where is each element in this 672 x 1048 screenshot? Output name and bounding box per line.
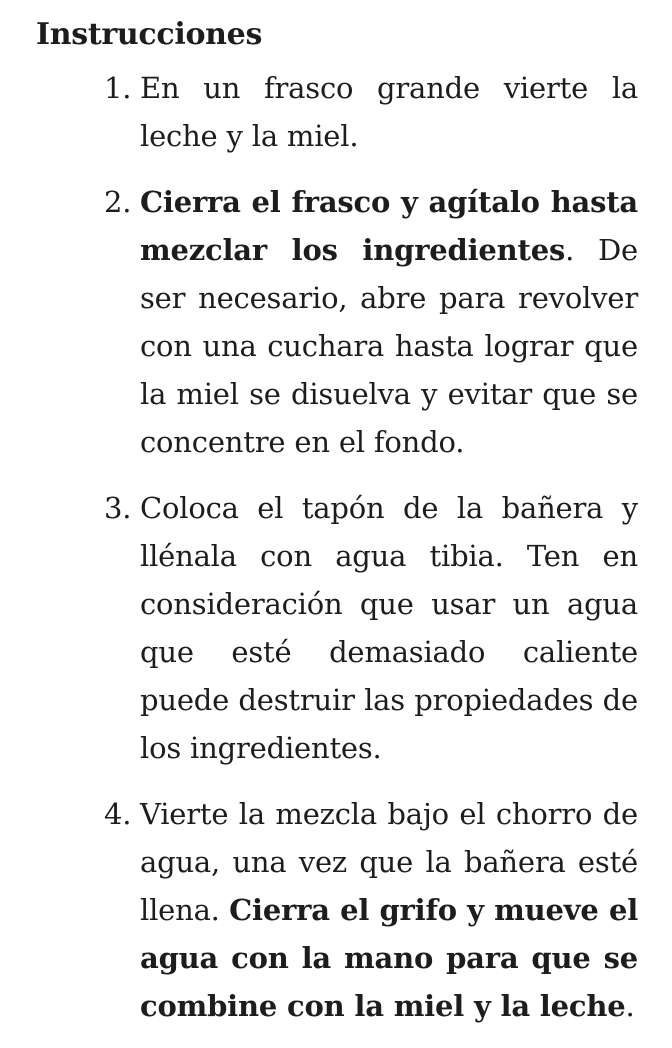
instructions-list (0, 64, 672, 1048)
step-end-text: . (625, 989, 635, 1023)
step-bold-text: Cierra el frasco y agítalo hasta mezclar los ingredientes (140, 185, 638, 267)
step-number: 4. (104, 797, 132, 831)
step-4 (0, 790, 672, 1030)
step-number: 1. (104, 71, 132, 105)
step-number: 2. (104, 185, 132, 219)
step-number: 3. (104, 491, 132, 525)
step-bold-text: Cierra el grifo y mueve el agua con la mano para que se combine con la miel y la leche (140, 893, 639, 1023)
step-2 (0, 178, 672, 466)
instructions-heading: Instrucciones (36, 17, 263, 52)
step-3 (0, 484, 672, 772)
step-text: Vierte la mezcla bajo el chorro de agua, una vez que la bañera esté llena. (140, 797, 638, 927)
step-1 (0, 64, 672, 160)
step-text: Coloca el tapón de la bañera y llénala con agua tibia. Ten en consideración que usar un agua que esté demasiado caliente puede destruir las propiedades de los ingredientes. (140, 491, 638, 765)
step-text: En un frasco grande vierte la leche y la miel. (140, 71, 638, 153)
step-text: . De ser necesario, abre para revolver con una cuchara hasta lograr que la miel se disuelva y evitar que se concentre en el fondo. (140, 233, 638, 459)
